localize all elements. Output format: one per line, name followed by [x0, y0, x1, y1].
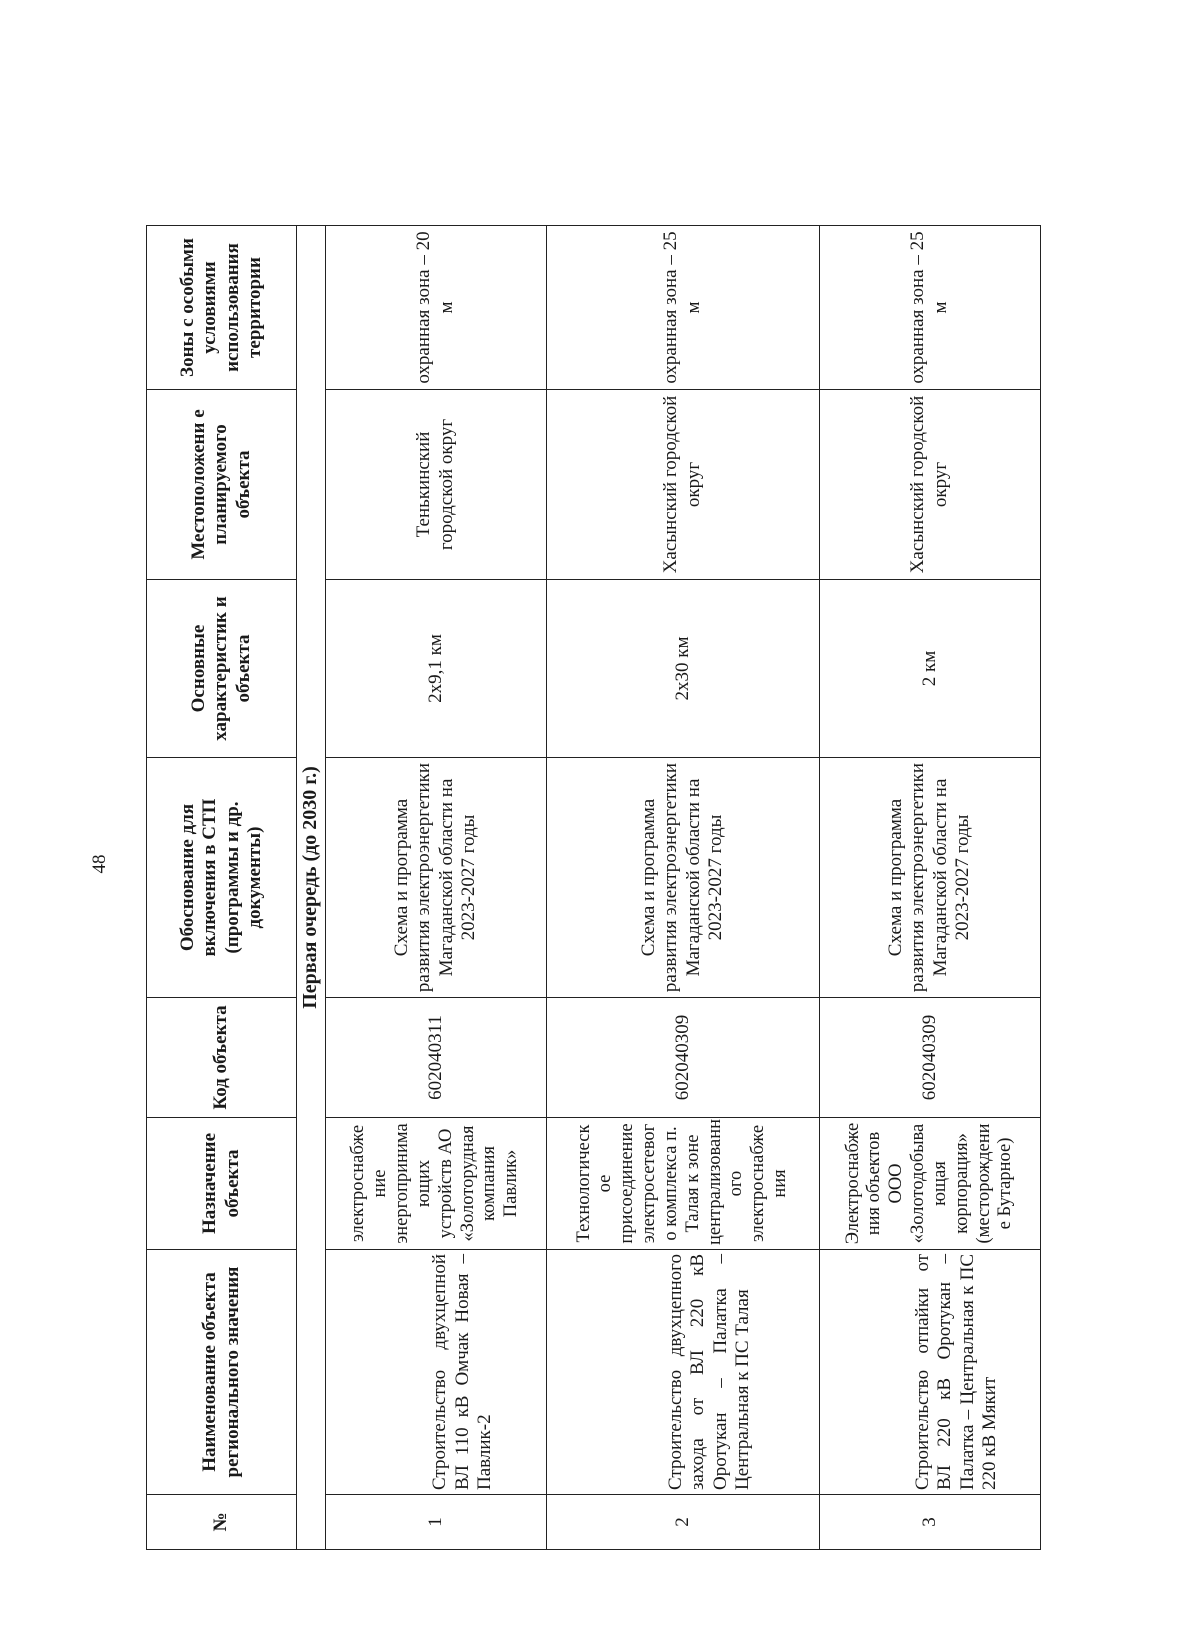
header-basis: Обоснование для включения в СТП (программы и др. документы) — [147, 758, 297, 998]
row-code: 602040309 — [546, 998, 819, 1118]
row-purpose: Технологическ ое присоединение электросетевог о комплекса п. Талая к зоне централизованн ого электроснабже ния — [546, 1118, 819, 1250]
row-num: 1 — [325, 1495, 546, 1550]
table-header-row — [147, 226, 297, 1550]
header-num: № — [147, 1495, 297, 1550]
header-location: Местоположени е планируемого объекта — [147, 390, 297, 580]
table-row — [819, 226, 1040, 1550]
row-name: Строительство двухцепной ВЛ 110 кВ Омчак Новая – Павлик-2 — [325, 1250, 546, 1495]
row-name: Строительство отпайки от ВЛ 220 кВ Оротукан – Палатка – Центральная к ПС 220 кВ Мякит — [819, 1250, 1040, 1495]
row-purpose: электроснабже ние энергопринима ющих устройств АО «Золоторудная компания Павлик» — [325, 1118, 546, 1250]
row-characteristics: 2 км — [819, 580, 1040, 758]
row-location: Тенькинский городской округ — [325, 390, 546, 580]
row-zones: охранная зона – 25 м — [819, 226, 1040, 390]
row-zones: охранная зона – 20 м — [325, 226, 546, 390]
row-num: 2 — [546, 1495, 819, 1550]
header-code: Код объекта — [147, 998, 297, 1118]
row-purpose: Электроснабже ния объектов ООО «Золотодобыва ющая корпорация» (месторождени е Бутарное) — [819, 1118, 1040, 1250]
row-code: 602040309 — [819, 998, 1040, 1118]
header-zones: Зоны с особыми условиями использования территории — [147, 226, 297, 390]
row-basis: Схема и программа развития электроэнергетики Магаданской области на 2023-2027 годы — [325, 758, 546, 998]
header-characteristics: Основные характеристик и объекта — [147, 580, 297, 758]
page-number: 48 — [89, 854, 110, 874]
row-code: 602040311 — [325, 998, 546, 1118]
row-basis: Схема и программа развития электроэнергетики Магаданской области на 2023-2027 годы — [819, 758, 1040, 998]
header-name: Наименование объекта регионального значения — [147, 1250, 297, 1495]
header-purpose: Назначение объекта — [147, 1118, 297, 1250]
stage-row — [297, 226, 326, 1550]
row-zones: охранная зона – 25 м — [546, 226, 819, 390]
regional-objects-table — [146, 225, 1041, 1550]
row-characteristics: 2х30 км — [546, 580, 819, 758]
row-location: Хасынский городской округ — [546, 390, 819, 580]
row-basis: Схема и программа развития электроэнергетики Магаданской области на 2023-2027 годы — [546, 758, 819, 998]
row-name: Строительство двухцепного захода от ВЛ 220 кВ Оротукан – Палатка – Центральная к ПС Талая — [546, 1250, 819, 1495]
table-row — [325, 226, 546, 1550]
table-row — [546, 226, 819, 1550]
row-characteristics: 2х9,1 км — [325, 580, 546, 758]
row-location: Хасынский городской округ — [819, 390, 1040, 580]
stage-label: Первая очередь (до 2030 г.) — [297, 226, 326, 1550]
objects-table-wrapper — [146, 226, 1041, 1550]
row-num: 3 — [819, 1495, 1040, 1550]
